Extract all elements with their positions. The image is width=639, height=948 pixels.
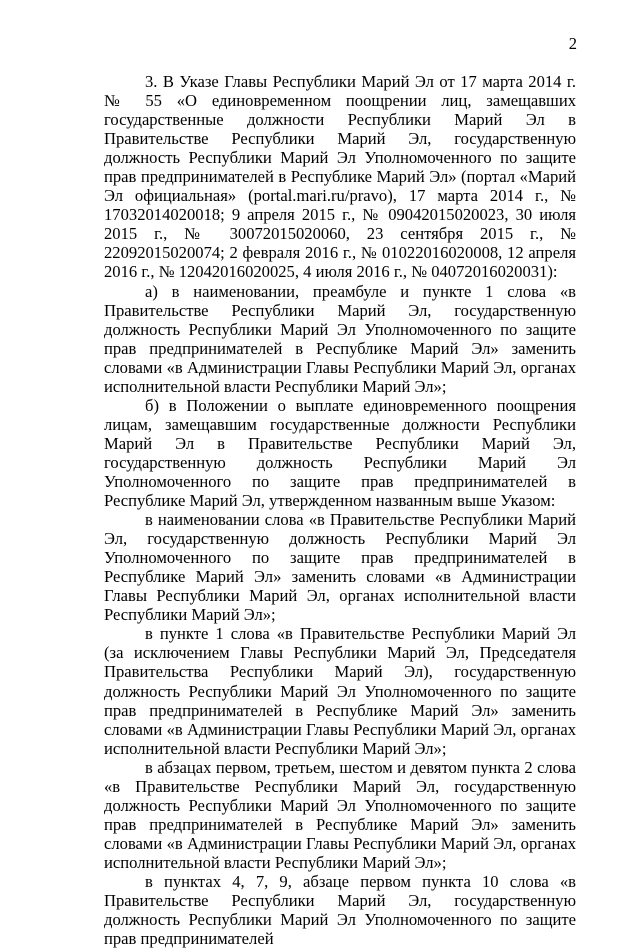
paragraph-point-2-change: в абзацах первом, третьем, шестом и девятом пункта 2 слова «в Правительстве Республики Марий Эл, государственную должность Республики Марий Эл Уполномоченного по защите прав предпринимателей в Республике Марий Эл» заменить словами «в Администрации Главы Республики Марий Эл, органах исполнительной власти Республики Марий Эл»; <box>104 757 576 872</box>
paragraph-point-1-change: в пункте 1 слова «в Правительстве Республики Марий Эл (за исключением Главы Республики Марий Эл, Председателя Правительства Республики Марий Эл), государственную должность Республики Марий Эл Уполномоченного по защите прав предпринимателей в Республике Марий Эл» заменить словами «в Администрации Главы Республики Марий Эл, органах исполнительной власти Республики Марий Эл»; <box>104 624 576 758</box>
paragraph-subitem-b: б) в Положении о выплате единовременного поощрения лицам, замещавшим государственные должности Республики Марий Эл в Правительстве Республики Марий Эл, государственную должность Республики Марий Эл Уполномоченного по защите прав предпринимателей в Республике Марий Эл, утвержденном названным выше Указом: <box>104 395 576 511</box>
page-number: 2 <box>568 34 577 53</box>
paragraph-decree-3: 3. В Указе Главы Республики Марий Эл от 17 марта 2014 г. № 55 «О единовременном поощрении лиц, замещавших государственные должности Республики Марий Эл в Правительстве Республики Марий Эл, государственную должность Республики Марий Эл Уполномоченного по защите прав предпринимателей в Республике Марий Эл» (портал «Марий Эл официальная» (portal.mari.ru/pravo), 17 марта 2014 г., № 17032014020018; 9 апреля 2015 г., № 09042015020023, 30 июля 2015 г., № 30072015020060, 23 сентября 2015 г., № 22092015020074; 2 февраля 2016 г., № 01022016020008, 12 апреля 2016 г., № 12042016020025, 4 июля 2016 г., № 04072016020031): <box>104 72 576 282</box>
paragraph-subitem-a: а) в наименовании, преамбуле и пункте 1 слова «в Правительстве Республики Марий Эл, государственную должность Республики Марий Эл Уполномоченного по защите прав предпринимателей в Республике Марий Эл» заменить словами «в Администрации Главы Республики Марий Эл, органах исполнительной власти Республики Марий Эл»; <box>104 281 576 396</box>
paragraph-points-4-7-9-10-change: в пунктах 4, 7, 9, абзаце первом пункта 10 слова «в Правительстве Республики Марий Эл, государственную должность Республики Марий Эл Уполномоченного по защите прав предпринимателей <box>104 871 576 948</box>
paragraph-title-change: в наименовании слова «в Правительстве Республики Марий Эл, государственную должность Республики Марий Эл Уполномоченного по защите прав предпринимателей в Республике Марий Эл» заменить словами «в Администрации Главы Республики Марий Эл, органах исполнительной власти Республики Марий Эл»; <box>104 510 576 625</box>
document-body <box>104 72 576 948</box>
